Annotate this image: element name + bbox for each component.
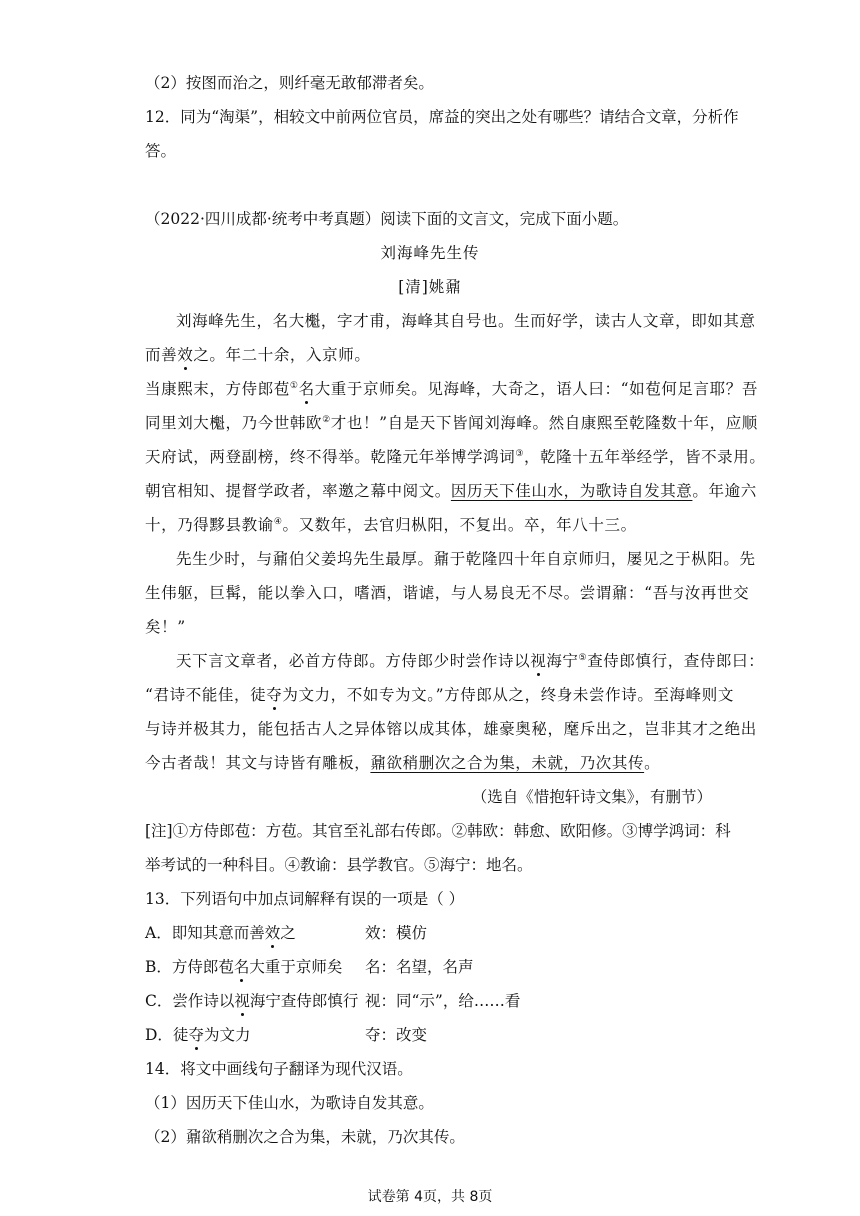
dotted-char: 视	[530, 652, 547, 670]
q13-option-b-definition: 名：名望，名声	[365, 958, 474, 976]
q12-line-1: 12．同为“淘渠”，相较文中前两位官员，席益的突出之处有哪些？请结合文章，分析作	[145, 108, 739, 126]
footnote-mark: ②	[322, 415, 331, 425]
q13-option-d: D．徒夺为文力	[145, 1026, 251, 1044]
underlined-sentence-1: 因历天下佳山水，为歌诗自发其意	[450, 482, 693, 500]
dotted-char: 效	[264, 924, 281, 942]
passage-p2-line-1: 当康熙末，方侍郎苞①名大重于京师矣。见海峰，大奇之，语人曰：“如苞何足言耶？吾	[145, 380, 758, 398]
q14-item-1: （1）因历天下佳山水，为歌诗自发其意。	[145, 1094, 434, 1112]
passage-p1-line-1: 刘海峰先生，名大櫆，字才甫，海峰其自号也。生而好学，读古人文章，即如其意	[176, 312, 756, 330]
q13-stem: 13．下列语句中加点词解释有误的一项是（ ）	[145, 890, 465, 908]
q14-stem: 14．将文中画线句子翻译为现代汉语。	[145, 1060, 413, 1078]
dotted-char: 视	[234, 992, 250, 1010]
passage-p4-line-2: “君诗不能佳，徒夺为文力，不如专为文。”方侍郎从之，终身未尝作诗。至海峰则文	[145, 686, 734, 704]
passage-p2-line-5: 十，乃得黟县教谕④。又数年，去官归枞阳，不复出。卒，年八十三。	[145, 516, 637, 534]
q14-item-2: （2）鼐欲稍删次之合为集，未就，乃次其传。	[145, 1128, 465, 1146]
section-intro: （2022·四川成都·统考中考真题）阅读下面的文言文，完成下面小题。	[145, 210, 629, 228]
footnote-mark: ①	[289, 381, 299, 391]
passage-p1-line-2: 而善效之。年二十余，入京师。	[145, 346, 371, 364]
passage-p2-line-3: 天府试，两登副榜，终不得举。乾隆元年举博学鸿词③，乾隆十五年举经学，皆不录用。	[145, 448, 766, 466]
notes-line-2: 举考试的一种科目。④教谕：县学教官。⑤海宁：地名。	[145, 856, 533, 874]
q11-item-2: （2）按图而治之，则纤毫无敢郁滞者矣。	[145, 74, 434, 92]
passage-p4-line-3: 与诗并极其力，能包括古人之异体镕以成其体，雄豪奥秘，麾斥出之，岂非其才之绝出	[145, 720, 757, 738]
passage-p2-line-2: 同里刘大櫆，乃今世韩欧②才也！”自是天下皆闻刘海峰。然自康熙至乾隆数十年，应顺	[145, 414, 758, 432]
q13-option-c-definition: 视：同“示”，给……看	[365, 992, 521, 1010]
passage-p3-line-3: 矣！”	[145, 618, 186, 636]
dotted-char: 夺	[266, 686, 283, 704]
dotted-char: 夺	[188, 1026, 204, 1044]
passage-p3-line-1: 先生少时，与鼐伯父姜坞先生最厚。鼐于乾隆四十年自京师归，屡见之于枞阳。先	[176, 550, 756, 568]
q13-option-a-definition: 效：模仿	[365, 924, 428, 942]
passage-source: （选自《惜抱轩诗文集》，有删节）	[471, 788, 712, 806]
dotted-char: 名	[298, 380, 315, 398]
underlined-sentence-2: 鼐欲稍删次之合为集，未就，乃次其传	[370, 754, 645, 772]
q13-option-b: B．方侍郎苞名大重于京师矣	[145, 958, 343, 976]
dotted-char: 名	[233, 958, 250, 976]
passage-p4-line-4: 今古者哉！其文与诗皆有雕板，鼐欲稍删次之合为集，未就，乃次其传。	[145, 754, 661, 772]
footnote-mark: ⑤	[578, 653, 588, 663]
passage-p4-line-1: 天下言文章者，必首方侍郎。方侍郎少时尝作诗以视海宁⑤查侍郎慎行，查侍郎曰：	[176, 652, 765, 670]
notes-line-1: [注]①方侍郎苞：方苞。其官至礼部右传郎。②韩欧：韩愈、欧阳修。③博学鸿词：科	[145, 822, 731, 840]
q13-option-c: C．尝作诗以视海宁查侍郎慎行	[145, 992, 359, 1010]
dotted-char: 效	[177, 346, 194, 364]
passage-author: [清]姚鼐	[398, 278, 462, 296]
q13-option-d-definition: 夺：改变	[365, 1026, 428, 1044]
passage-title: 刘海峰先生传	[380, 244, 480, 262]
footnote-mark: ④	[273, 517, 283, 527]
page-footer: 试卷第 4页，共 8页	[367, 1189, 493, 1205]
footnote-mark: ③	[515, 449, 524, 459]
passage-p2-line-4: 朝官相知、提督学政者，率邀之幕中阅文。因历天下佳山水，为歌诗自发其意。年逾六	[145, 482, 757, 500]
passage-p3-line-2: 生伟躯，巨髯，能以拳入口，嗜酒，谐谑，与人易良无不尽。尝谓鼐：“吾与汝再世交	[145, 584, 750, 602]
q13-option-a: A．即知其意而善效之	[145, 924, 296, 942]
q12-line-2: 答。	[145, 142, 177, 160]
